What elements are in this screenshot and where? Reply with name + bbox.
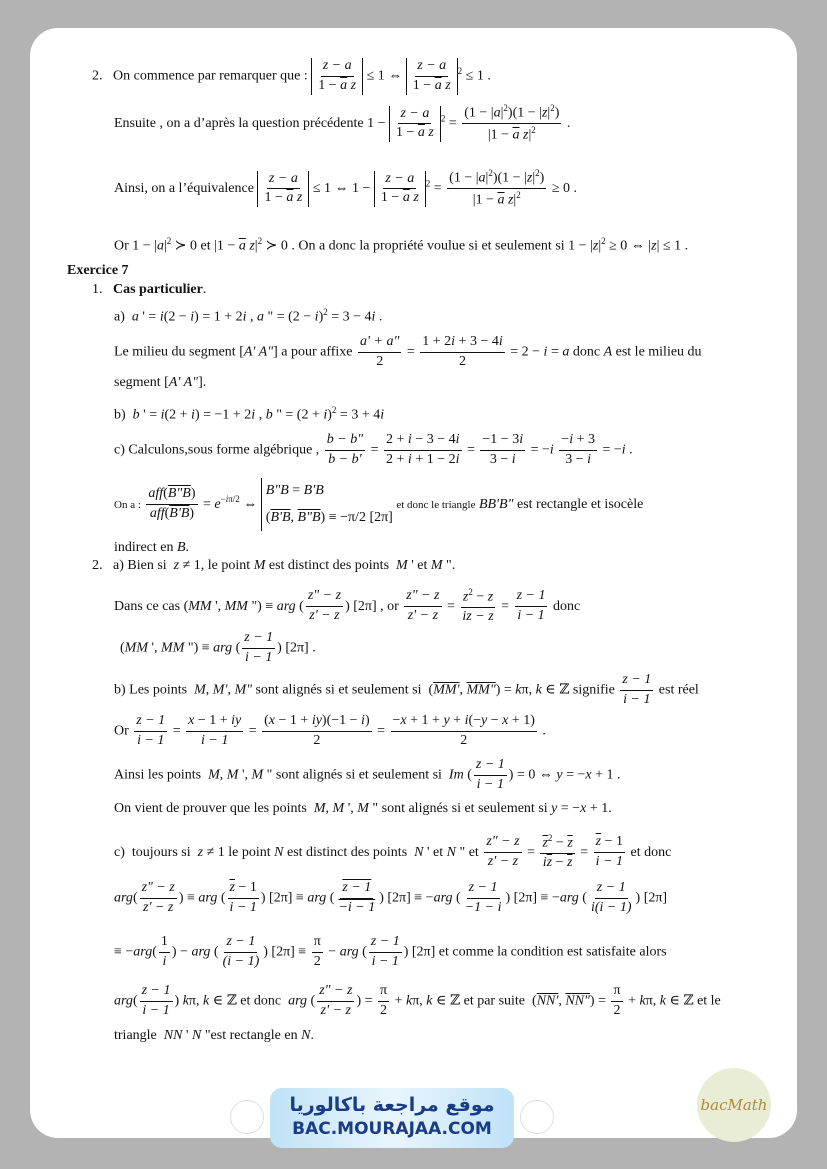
right-logo-icon (520, 1100, 554, 1134)
line-14: 2. a) Bien si z ≠ 1, le point M est distinct des points M ' et M ". (92, 558, 456, 573)
footer-banner[interactable] (270, 1088, 514, 1148)
footer-url[interactable]: BAC.MOURAJAA.COM (292, 1119, 492, 1139)
line-24: arg( $\frac{z - 1}{i - 1}$ ) kπ, k ∈ ℤ et donc arg ( $\frac{z" - z}{z' - z}$ ) = $\frac{\pi}{2}$ + kπ, k ∈ ℤ et par suite (NN', NN") = $\frac{\pi}{2}$ + kπ, k ∈ ℤ et le (114, 983, 721, 1018)
line-6: 1. Cas particulier. (92, 282, 207, 297)
line-13: indirect en B. (114, 540, 190, 555)
line-21: c) toujours si z ≠ 1 le point N est distinct des points N ' et N " et $\frac{z" - z}{z' - z}$ = $\frac{\overline{z}^2 - \overline{z}}{i\overline{z} - \overline{z}}$ = $\frac{\overline{z} - 1}{i - 1}$ et donc (114, 833, 672, 871)
bacmath-badge: bacMath (697, 1068, 771, 1142)
line-17: b) Les points M, M', M" sont alignés si et seulement si (MM', MM") = kπ, k ∈ ℤ signifie $\frac{z - 1}{i - 1}$ est réel (114, 672, 699, 707)
line-7: a) a ' = i(2 − i) = 1 + 2i , a " = $(2 - i)^2 = 3 - 4i$ . (114, 307, 383, 325)
line-25: triangle NN ' N "est rectangle en N. (114, 1028, 314, 1043)
line-10: b) b ' = i(2 + i) = −1 + 2i , b " = $(2 + i)^2 = 3 + 4i$ (114, 405, 385, 423)
line-11: c) Calculons,sous forme algébrique , $\frac{b - b"}{b - b'}$ = $\frac{2 + i - 3 - 4i}{2 + i + 1 - 2i}$ = $\frac{-1 - 3i}{3 - i}$ = −i $\frac{-i + 3}{3 - i}$ = −i . (114, 432, 633, 467)
line-15: Dans ce cas (MM ', MM ") ≡ arg ( $\frac{z" - z}{z' - z}$ ) [2π] , or $\frac{z" - z}{z' - z}$ = $\frac{z^2 - z}{iz - z}$ = $\frac{z - 1}{i - 1}$ donc (114, 587, 581, 625)
exercise-title: Exercice 7 (67, 263, 129, 278)
footer-arabic: موقع مراجعة باكالوريا (289, 1094, 495, 1116)
line-22: arg( $\frac{z" - z}{z' - z}$ ) ≡ arg ( $\frac{\overline{z} - 1}{i - 1}$ ) [2π] ≡ arg ( $\frac{z - 1}{-i - 1}$ ) [2π] ≡ −arg ( $\frac{z - 1}{-1 - i}$ ) [2π] ≡ −arg ( $\frac{z - 1}{i(i - 1)}$ ) [2π] (114, 880, 668, 915)
line-19: Ainsi les points M, M ', M " sont alignés si et seulement si Im ( $\frac{z - 1}{i - 1}$ ) = 0 ⇔ y = −x + 1 . (114, 757, 621, 792)
line-18: Or $\frac{z - 1}{i - 1}$ = $\frac{x - 1 + iy}{i - 1}$ = $\frac{(x - 1 + iy)(-1 - i)}{2}$ = $\frac{-x + 1 + y + i(-y - x + 1)}{2}$ . (114, 713, 546, 748)
line-12: On a : aff(B"B) aff(B'B) = $e^{-i\pi/2}$ ⇔ B"B = B'B (B'B, B"B) ≡ −π/2 [2π] et donc le triangle BB'B" est rectangle et isocèle (114, 478, 643, 531)
left-logo-icon (230, 1100, 264, 1134)
line-3: Ainsi, on a l’équivalence $\frac{z - a}{1 - \overline{a} z}$ ≤ 1 ⇔ 1 − $\frac{z - a}{1 - \overline{a} z}$ $^2$ = $\frac{(1 - |a|^2)(1 - |z|^2)}{|1 - \overline{a} z|^2}$ ≥ 0 . (114, 168, 578, 209)
line-4: Or $1 - |a|^2$ ≻ 0 et $|1 - \overline{a}$ $z|^2$ ≻ 0 . On a donc la propriété voulue si et seulement si $1 - |z|^2 \ge 0$ ⇔ |z| ≤ 1 . (114, 236, 689, 254)
line-16: (MM ', MM ") ≡ arg ( $\frac{z - 1}{i - 1}$ ) [2π] . (120, 630, 316, 665)
line-23: ≡ −arg( $\frac{1}{i}$ ) − arg ( $\frac{z - 1}{(i - 1)}$ ) [2π] ≡ $\frac{\pi}{2}$ − arg ( $\frac{z - 1}{i - 1}$ ) [2π] et comme la condition est satisfaite alors (114, 934, 667, 969)
line-2: Ensuite , on a d’après la question précédente 1 − $\frac{z - a}{1 - \overline{a} z}$ $^2$ = $\frac{(1 - |a|^2)(1 - |z|^2)}{|1 - \overline{a} z|^2}$ . (114, 103, 571, 144)
line-8: Le milieu du segment [A' A"] a pour affixe $\frac{a' + a"}{2}$ = $\frac{1 + 2i + 3 - 4i}{2}$ = 2 − i = a donc A est le milieu du (114, 334, 702, 369)
line-1: 2. On commence par remarquer que : $\frac{z - a}{1 - \overline{a} z}$ ≤ 1 ⇔ $\frac{z - a}{1 - \overline{a} z}$ $^2$ ≤ 1 . (92, 58, 491, 93)
line-20: On vient de prouver que les points M, M ', M " sont alignés si et seulement si y = −x + 1. (114, 801, 612, 816)
line-9: segment [A' A"]. (114, 375, 207, 390)
